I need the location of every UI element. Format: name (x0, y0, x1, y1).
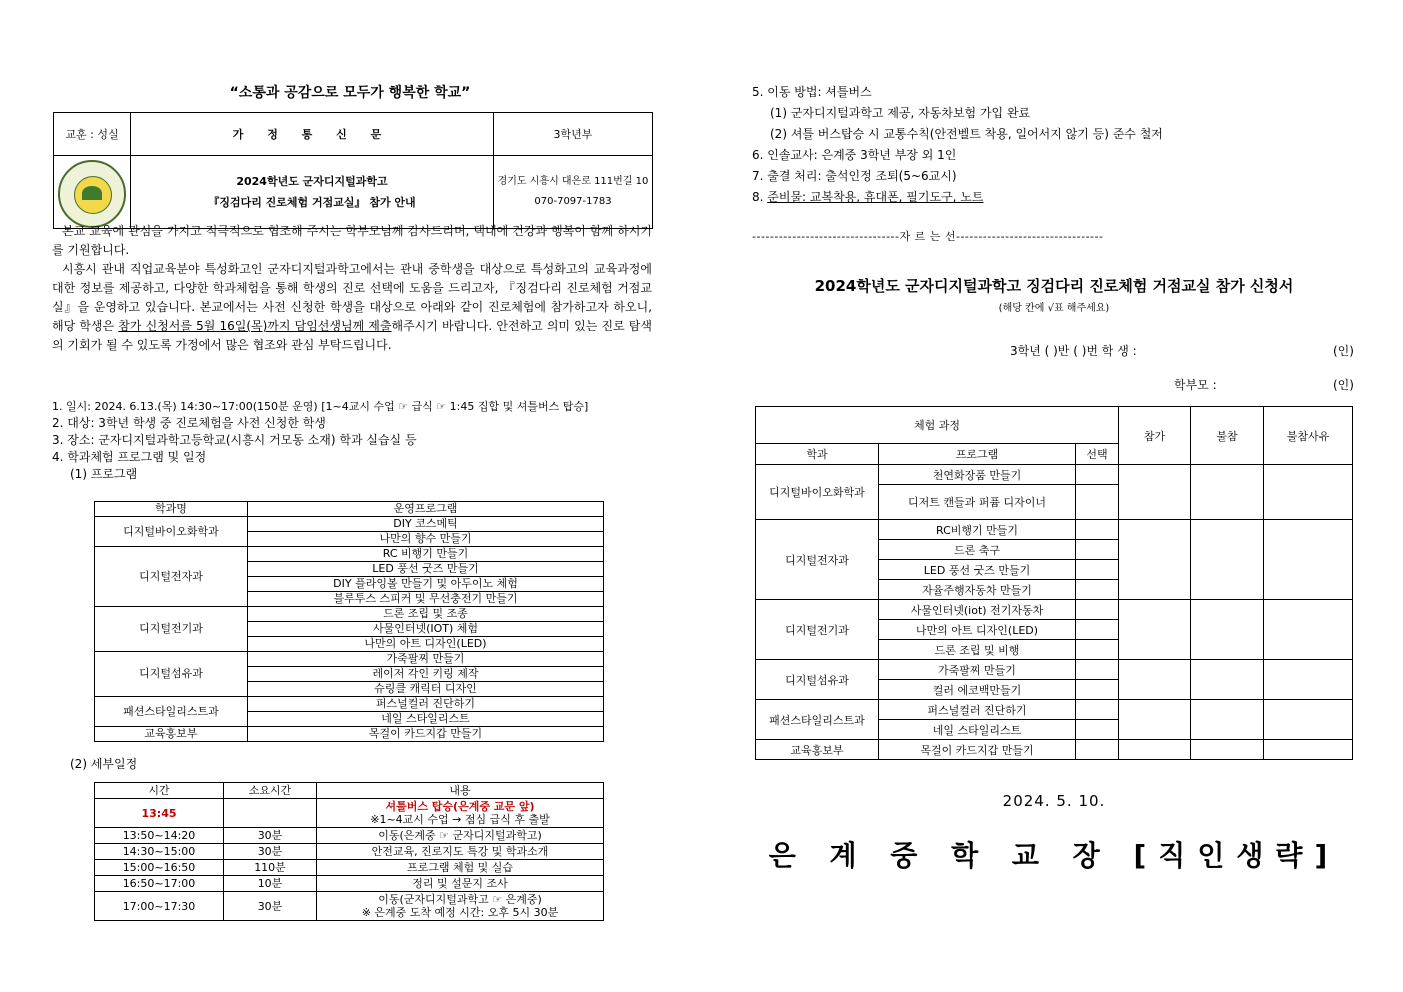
item-program-sub1: (1) 프로그램 (70, 467, 138, 481)
program-cell: 네일 스타일리스트 (248, 712, 604, 727)
program-cell: 블루투스 스피커 및 무선충전기 만들기 (248, 592, 604, 607)
schedule-content: 프로그램 체험 및 실습 (317, 860, 604, 876)
join-cell[interactable] (1119, 740, 1191, 760)
nojoin-cell[interactable] (1191, 660, 1264, 700)
schedule-content: 정리 및 설문지 조사 (317, 876, 604, 892)
select-cell[interactable] (1076, 720, 1119, 740)
join-cell[interactable] (1119, 660, 1191, 700)
school-motto: 교훈 : 성실 (54, 113, 131, 156)
schedule-duration: 30분 (224, 844, 317, 860)
intro-text-a: 시흥시 관내 직업교육분야 특성화고인 군자디지털과학고에서는 관내 중학생을 대상으로 특성화고의 교육과정에 대한 정보를 제공하고, 다양한 학과체험을 통해 학생의 진로 선택에 도움을 드리고자, 『징검다리 진로체험 거점교실』을 운영하고 있습니다. 본교에서는 사전 신청한 학생을 대상으로 아래와 같이 진로체험에 참가하고자 하오니, 해당 학생은 (52, 262, 652, 333)
dept-cell: 디지털바이오화학과 (756, 465, 879, 520)
program-cell: 드론 조립 및 비행 (879, 640, 1076, 660)
program-cell: 디저트 캔들과 퍼퓸 디자이너 (879, 485, 1076, 520)
item-schedule-sub2: (2) 세부일정 (70, 757, 138, 771)
program-cell: 자율주행자동차 만들기 (879, 580, 1076, 600)
program-cell: 목걸이 카드지갑 만들기 (248, 727, 604, 742)
schedule-time: 17:00~17:30 (95, 892, 224, 921)
schedule-content: 안전교육, 진로지도 특강 및 학과소개 (317, 844, 604, 860)
program-cell: RC비행기 만들기 (879, 520, 1076, 540)
issue-date: 2024. 5. 10. (1002, 792, 1106, 810)
department: 3학년부 (494, 113, 653, 156)
join-cell[interactable] (1119, 465, 1191, 520)
schedule-content-main: 이동(군자디지털과학고 ☞ 은계중) (378, 893, 542, 906)
schedule-content: 이동(은계중 ☞ 군자디지털과학고) (317, 828, 604, 844)
schedule-table (94, 782, 604, 921)
school-phone: 070-7097-1783 (534, 196, 612, 207)
schedule-duration: 110분 (224, 860, 317, 876)
schedule-content-note: ※1~4교시 수업 → 점심 급식 후 출발 (370, 813, 550, 826)
table-header: 선택 (1076, 444, 1119, 465)
program-cell: DIY 코스메틱 (248, 517, 604, 532)
schedule-content-main: 셔틀버스 탑승(은계중 교문 앞) (385, 800, 535, 813)
school-logo (54, 156, 131, 229)
program-cell: 목걸이 카드지갑 만들기 (879, 740, 1076, 760)
parent-line: 학부모 : (1174, 378, 1217, 392)
nojoin-cell[interactable] (1191, 740, 1264, 760)
schedule-duration (224, 799, 317, 828)
select-cell[interactable] (1076, 700, 1119, 720)
school-address: 경기도 시흥시 대은로 111번길 10 (497, 176, 649, 187)
select-cell[interactable] (1076, 520, 1119, 540)
program-cell: 나만의 향수 만들기 (248, 532, 604, 547)
select-cell[interactable] (1076, 465, 1119, 485)
reason-cell[interactable] (1264, 600, 1353, 660)
table-header: 운영프로그램 (248, 502, 604, 517)
supplies-text: 준비물: 교복착용, 휴대폰, 필기도구, 노트 (767, 190, 984, 204)
dept-cell: 패션스타일리스트과 (756, 700, 879, 740)
schedule-duration: 30분 (224, 828, 317, 844)
supplies-number: 8. (752, 190, 768, 204)
program-cell: 레이저 각인 키링 제작 (248, 667, 604, 682)
student-line: 3학년 ( )반 ( )번 학 생 : (1010, 344, 1137, 358)
program-cell: RC 비행기 만들기 (248, 547, 604, 562)
school-slogan: “소통과 공감으로 모두가 행복한 학교” (229, 85, 471, 101)
schedule-time: 16:50~17:00 (95, 876, 224, 892)
join-cell[interactable] (1119, 700, 1191, 740)
table-header: 참가 (1119, 407, 1191, 465)
reason-cell[interactable] (1264, 520, 1353, 600)
join-cell[interactable] (1119, 600, 1191, 660)
schedule-duration: 10분 (224, 876, 317, 892)
schedule-content (317, 799, 604, 828)
nojoin-cell[interactable] (1191, 520, 1264, 600)
select-cell[interactable] (1076, 560, 1119, 580)
right-info-list (752, 82, 1163, 208)
program-cell: 사물인터넷(IOT) 체험 (248, 622, 604, 637)
item-date: 1. 일시: 2024. 6.13.(목) 14:30~17:00(150분 운영) [1~4교시 수업 ☞ 급식 ☞ 1:45 집합 및 셔틀버스 탑승] (52, 400, 589, 413)
program-cell: 컬러 에코백만들기 (879, 680, 1076, 700)
table-header: 불참 (1191, 407, 1264, 465)
schedule-content (317, 892, 604, 921)
reason-cell[interactable] (1264, 465, 1353, 520)
join-cell[interactable] (1119, 520, 1191, 600)
select-cell[interactable] (1076, 660, 1119, 680)
program-cell: 천연화장품 만들기 (879, 465, 1076, 485)
item-target: 2. 대상: 3학년 학생 중 진로체험을 사전 신청한 학생 (52, 416, 326, 430)
program-cell: DIY 플라잉볼 만들기 및 아두이노 체험 (248, 577, 604, 592)
dept-cell: 교육홍보부 (95, 727, 248, 742)
item-teacher: 6. 인솔교사: 은계중 3학년 부장 외 1인 (752, 148, 957, 162)
item-transport-2: (2) 셔틀 버스탑승 시 교통수칙(안전벨트 착용, 일어서지 않기 등) 준수 철저 (770, 127, 1163, 141)
program-cell: 나만의 아트 디자인(LED) (248, 637, 604, 652)
dept-cell: 교육홍보부 (756, 740, 879, 760)
school-emblem-icon (58, 160, 126, 228)
program-cell: LED 풍선 굿즈 만들기 (879, 560, 1076, 580)
program-cell: 드론 조립 및 조종 (248, 607, 604, 622)
info-list (52, 398, 588, 483)
newsletter-subtitle (131, 156, 494, 229)
student-seal: (인) (1333, 344, 1354, 358)
table-header: 불참사유 (1264, 407, 1353, 465)
program-cell: 사물인터넷(iot) 전기자동차 (879, 600, 1076, 620)
schedule-content-note: ※ 은계중 도착 예정 시간: 오후 5시 30분 (361, 906, 559, 919)
select-cell[interactable] (1076, 640, 1119, 660)
table-header: 시간 (95, 783, 224, 799)
schedule-time: 14:30~15:00 (95, 844, 224, 860)
schedule-time: 15:00~16:50 (95, 860, 224, 876)
principal-signature: 은 계 중 학 교 장 [직인생략] (768, 839, 1340, 872)
program-cell: LED 풍선 굿즈 만들기 (248, 562, 604, 577)
application-table (755, 406, 1353, 760)
table-header: 체험 과정 (756, 407, 1119, 444)
reason-cell[interactable] (1264, 660, 1353, 700)
item-transport-1: (1) 군자디지털과학고 제공, 자동차보험 가입 완료 (770, 106, 1031, 120)
dept-cell: 패션스타일리스트과 (95, 697, 248, 727)
nojoin-cell[interactable] (1191, 465, 1264, 520)
dept-cell: 디지털전기과 (95, 607, 248, 652)
nojoin-cell[interactable] (1191, 700, 1264, 740)
intro-text (52, 222, 652, 355)
item-program: 4. 학과체험 프로그램 및 일정 (52, 450, 207, 464)
dept-cell: 디지털바이오화학과 (95, 517, 248, 547)
program-cell: 슈링클 캐릭터 디자인 (248, 682, 604, 697)
select-cell[interactable] (1076, 680, 1119, 700)
schedule-duration: 30분 (224, 892, 317, 921)
reason-cell[interactable] (1264, 740, 1353, 760)
dept-cell: 디지털전자과 (95, 547, 248, 607)
schedule-time: 13:50~14:20 (95, 828, 224, 844)
application-hint: (해당 칸에 √표 해주세요) (998, 303, 1110, 314)
select-cell[interactable] (1076, 620, 1119, 640)
table-header: 내용 (317, 783, 604, 799)
dept-cell: 디지털섬유과 (95, 652, 248, 697)
program-cell: 퍼스널컬러 진단하기 (248, 697, 604, 712)
item-attendance: 7. 출결 처리: 출석인정 조퇴(5~6교시) (752, 169, 957, 183)
parent-seal: (인) (1333, 378, 1354, 392)
item-transport: 5. 이동 방법: 셔틀버스 (752, 85, 872, 99)
newsletter-header (53, 112, 653, 229)
select-cell[interactable] (1076, 540, 1119, 560)
program-table (94, 501, 604, 742)
intro-text-b: 해주시기 바랍니다. 안전하고 의미 있는 진로 탐색의 기회가 될 수 있도록 가정에서 많은 협조와 관심 부탁드립니다. (52, 319, 652, 352)
select-cell[interactable] (1076, 485, 1119, 520)
subtitle-line-2: 『징검다리 진로체험 거점교실』 참가 안내 (208, 196, 416, 209)
contact-info (494, 156, 653, 229)
program-cell: 퍼스널컬러 진단하기 (879, 700, 1076, 720)
item-place: 3. 장소: 군자디지털과학고등학교(시흥시 거모동 소재) 학과 실습실 등 (52, 433, 417, 447)
cut-line: ---------------------------------자 르 는 선--------------------------------- (752, 230, 1104, 243)
program-cell: 가죽팔찌 만들기 (248, 652, 604, 667)
program-cell: 드론 축구 (879, 540, 1076, 560)
table-header: 소요시간 (224, 783, 317, 799)
select-cell[interactable] (1076, 580, 1119, 600)
select-cell[interactable] (1076, 600, 1119, 620)
dept-cell: 디지털전자과 (756, 520, 879, 600)
intro-deadline: 참가 신청서를 5월 16일(목)까지 담임선생님께 제출 (118, 319, 392, 333)
dept-cell: 디지털전기과 (756, 600, 879, 660)
table-header: 학과명 (95, 502, 248, 517)
program-cell: 네일 스타일리스트 (879, 720, 1076, 740)
dept-cell: 디지털섬유과 (756, 660, 879, 700)
newsletter-title: 가 정 통 신 문 (131, 113, 494, 156)
nojoin-cell[interactable] (1191, 600, 1264, 660)
intro-paragraph-1: 본교 교육에 관심을 가지고 적극적으로 협조해 주시는 학부모님께 감사드리며, 댁내에 건강과 행복이 함께 하시기를 기원합니다. (52, 224, 652, 257)
table-header: 프로그램 (879, 444, 1076, 465)
table-header: 학과 (756, 444, 879, 465)
program-cell: 나만의 아트 디자인(LED) (879, 620, 1076, 640)
reason-cell[interactable] (1264, 700, 1353, 740)
intro-paragraph-2 (52, 260, 652, 355)
schedule-time: 13:45 (95, 799, 224, 828)
program-cell: 가죽팔찌 만들기 (879, 660, 1076, 680)
application-title: 2024학년도 군자디지털과학고 징검다리 진로체험 거점교실 참가 신청서 (814, 277, 1294, 295)
select-cell[interactable] (1076, 740, 1119, 760)
subtitle-line-1: 2024학년도 군자디지털과학고 (236, 175, 388, 188)
item-supplies (752, 187, 1163, 208)
